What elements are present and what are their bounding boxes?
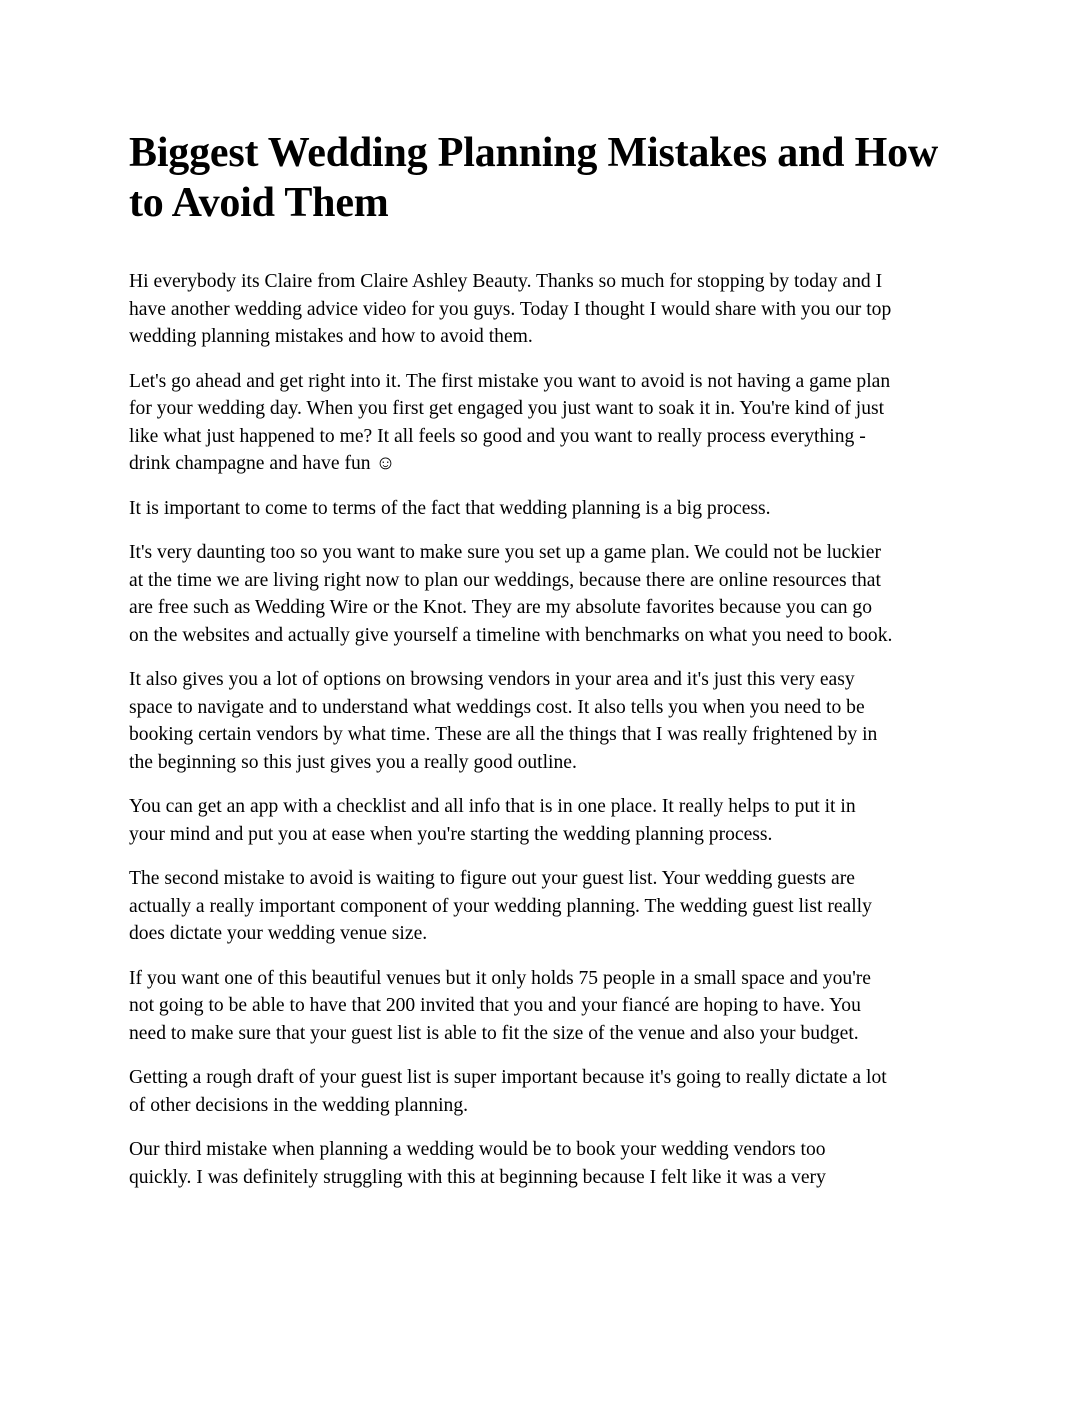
paragraph-intro: Hi everybody its Claire from Claire Ashley Beauty. Thanks so much for stopping by today and I have another wedding advice video for you guys. Today I thought I would share with you our top wedding planning mistakes and how to avoid them.	[129, 271, 892, 347]
paragraph-big-process: It is important to come to terms of the fact that wedding planning is a big process.	[129, 497, 771, 519]
paragraph-third-mistake: Our third mistake when planning a wedding would be to book your wedding vendors too quickly. I was definitely struggling with this at beginning because I felt like it was a very	[129, 1139, 826, 1188]
document-body	[129, 268, 979, 1208]
paragraph-second-mistake: The second mistake to avoid is waiting to figure out your guest list. Your wedding guests are actually a really important component of your wedding planning. The wedding guest list really does dictate your wedding venue size.	[129, 868, 872, 944]
paragraph-vendor-options: It also gives you a lot of options on browsing vendors in your area and it's just this very easy space to navigate and to understand what weddings cost. It also tells you when you need to be booking certain vendors by what time. These are all the things that I was really frightened by in the beginning so this just gives you a really good outline.	[129, 669, 878, 773]
paragraph-game-plan: It's very daunting too so you want to make sure you set up a game plan. We could not be luckier at the time we are living right now to plan our weddings, because there are online resources that are free such as Wedding Wire or the Knot. They are my absolute favorites because you can go on the websites and actually give yourself a timeline with benchmarks on what you need to book.	[129, 542, 893, 646]
paragraph-checklist-app: You can get an app with a checklist and all info that is in one place. It really helps to put it in your mind and put you at ease when you're starting the wedding planning process.	[129, 796, 856, 845]
paragraph-rough-draft: Getting a rough draft of your guest list is super important because it's going to really dictate a lot of other decisions in the wedding planning.	[129, 1067, 887, 1116]
paragraph-first-mistake: Let's go ahead and get right into it. The first mistake you want to avoid is not having a game plan for your wedding day. When you first get engaged you just want to soak it in. You're kind of just like what just happened to me? It all feels so good and you want to really process everything - drink champagne and have fun ☺	[129, 370, 891, 474]
document-title: Biggest Wedding Planning Mistakes and How to Avoid Them	[129, 130, 939, 226]
paragraph-venue-size: If you want one of this beautiful venues but it only holds 75 people in a small space and you're not going to be able to have that 200 invited that you and your fiancé are hoping to have. You need to make sure that your guest list is able to fit the size of the venue and also your budget.	[129, 967, 871, 1044]
